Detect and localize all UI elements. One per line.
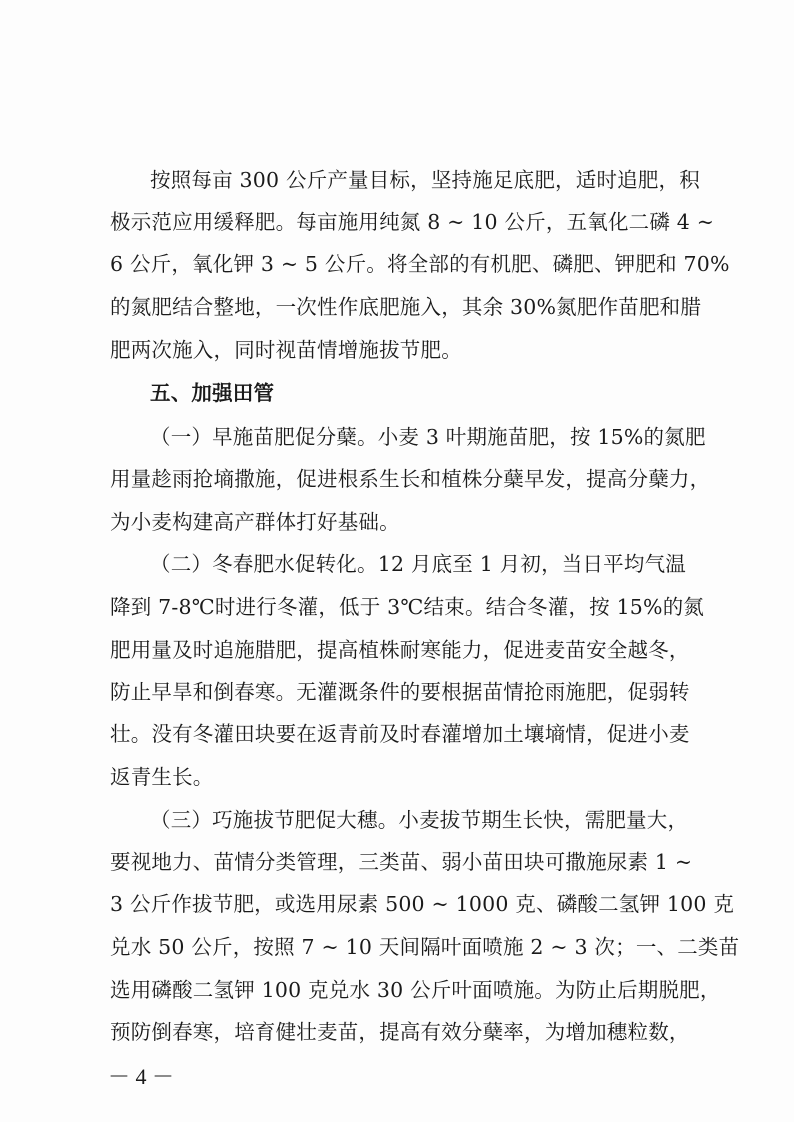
subsection-2-line: 壮。没有冬灌田块要在返青前及时春灌增加土壤墒情，促进小麦 bbox=[110, 722, 690, 746]
paragraph-fertilizer-line: 肥两次施入，同时视苗情增施拔节肥。 bbox=[110, 338, 462, 362]
subsection-3-line: 兑水 50 公斤，按照 7 ~ 10 天间隔叶面喷施 2 ~ 3 次；一、二类苗 bbox=[110, 935, 740, 959]
subsection-3-line: 选用磷酸二氢钾 100 克兑水 30 公斤叶面喷施。为防止后期脱肥， bbox=[110, 978, 721, 1002]
subsection-2-line: 肥用量及时追施腊肥，提高植株耐寒能力，促进麦苗安全越冬， bbox=[110, 638, 690, 662]
paragraph-fertilizer-line: 按照每亩 300 公斤产量目标，坚持施足底肥，适时追肥，积 bbox=[150, 168, 700, 192]
subsection-3-line: 预防倒春寒，培育健壮麦苗，提高有效分蘖率，为增加穗粒数， bbox=[110, 1020, 690, 1044]
paragraph-fertilizer-line: 的氮肥结合整地，一次性作底肥施入，其余 30%氮肥作苗肥和腊 bbox=[110, 295, 702, 319]
subsection-3-line: 要视地力、苗情分类管理，三类苗、弱小苗田块可撒施尿素 1 ~ bbox=[110, 850, 693, 874]
paragraph-fertilizer-line: 极示范应用缓释肥。每亩施用纯氮 8 ~ 10 公斤，五氧化二磷 4 ~ bbox=[110, 210, 715, 234]
section-heading: 五、加强田管 bbox=[150, 381, 275, 405]
subsection-3-line: 3 公斤作拔节肥，或选用尿素 500 ~ 1000 克、磷酸二氢钾 100 克 bbox=[110, 892, 735, 916]
subsection-1-line: 为小麦构建高产群体打好基础。 bbox=[110, 510, 400, 534]
subsection-1-line: 用量趁雨抢墒撒施，促进根系生长和植株分蘖早发，提高分蘖力， bbox=[110, 467, 711, 491]
subsection-2-line: 防止早旱和倒春寒。无灌溉条件的要根据苗情抢雨施肥，促弱转 bbox=[110, 680, 690, 704]
subsection-2-line: 返青生长。 bbox=[110, 765, 214, 789]
subsection-3-line: （三）巧施拔节肥促大穗。小麦拔节期生长快，需肥量大， bbox=[150, 808, 689, 832]
paragraph-fertilizer-line: 6 公斤，氧化钾 3 ~ 5 公斤。将全部的有机肥、磷肥、钾肥和 70% bbox=[110, 252, 730, 276]
subsection-1-line: （一）早施苗肥促分蘖。小麦 3 叶期施苗肥，按 15%的氮肥 bbox=[150, 425, 706, 449]
subsection-2-line: （二）冬春肥水促转化。12 月底至 1 月初，当日平均气温 bbox=[150, 552, 686, 576]
subsection-2-line: 降到 7-8℃时进行冬灌，低于 3℃结束。结合冬灌，按 15%的氮 bbox=[110, 595, 705, 619]
page-number: － 4 － bbox=[108, 1064, 175, 1089]
